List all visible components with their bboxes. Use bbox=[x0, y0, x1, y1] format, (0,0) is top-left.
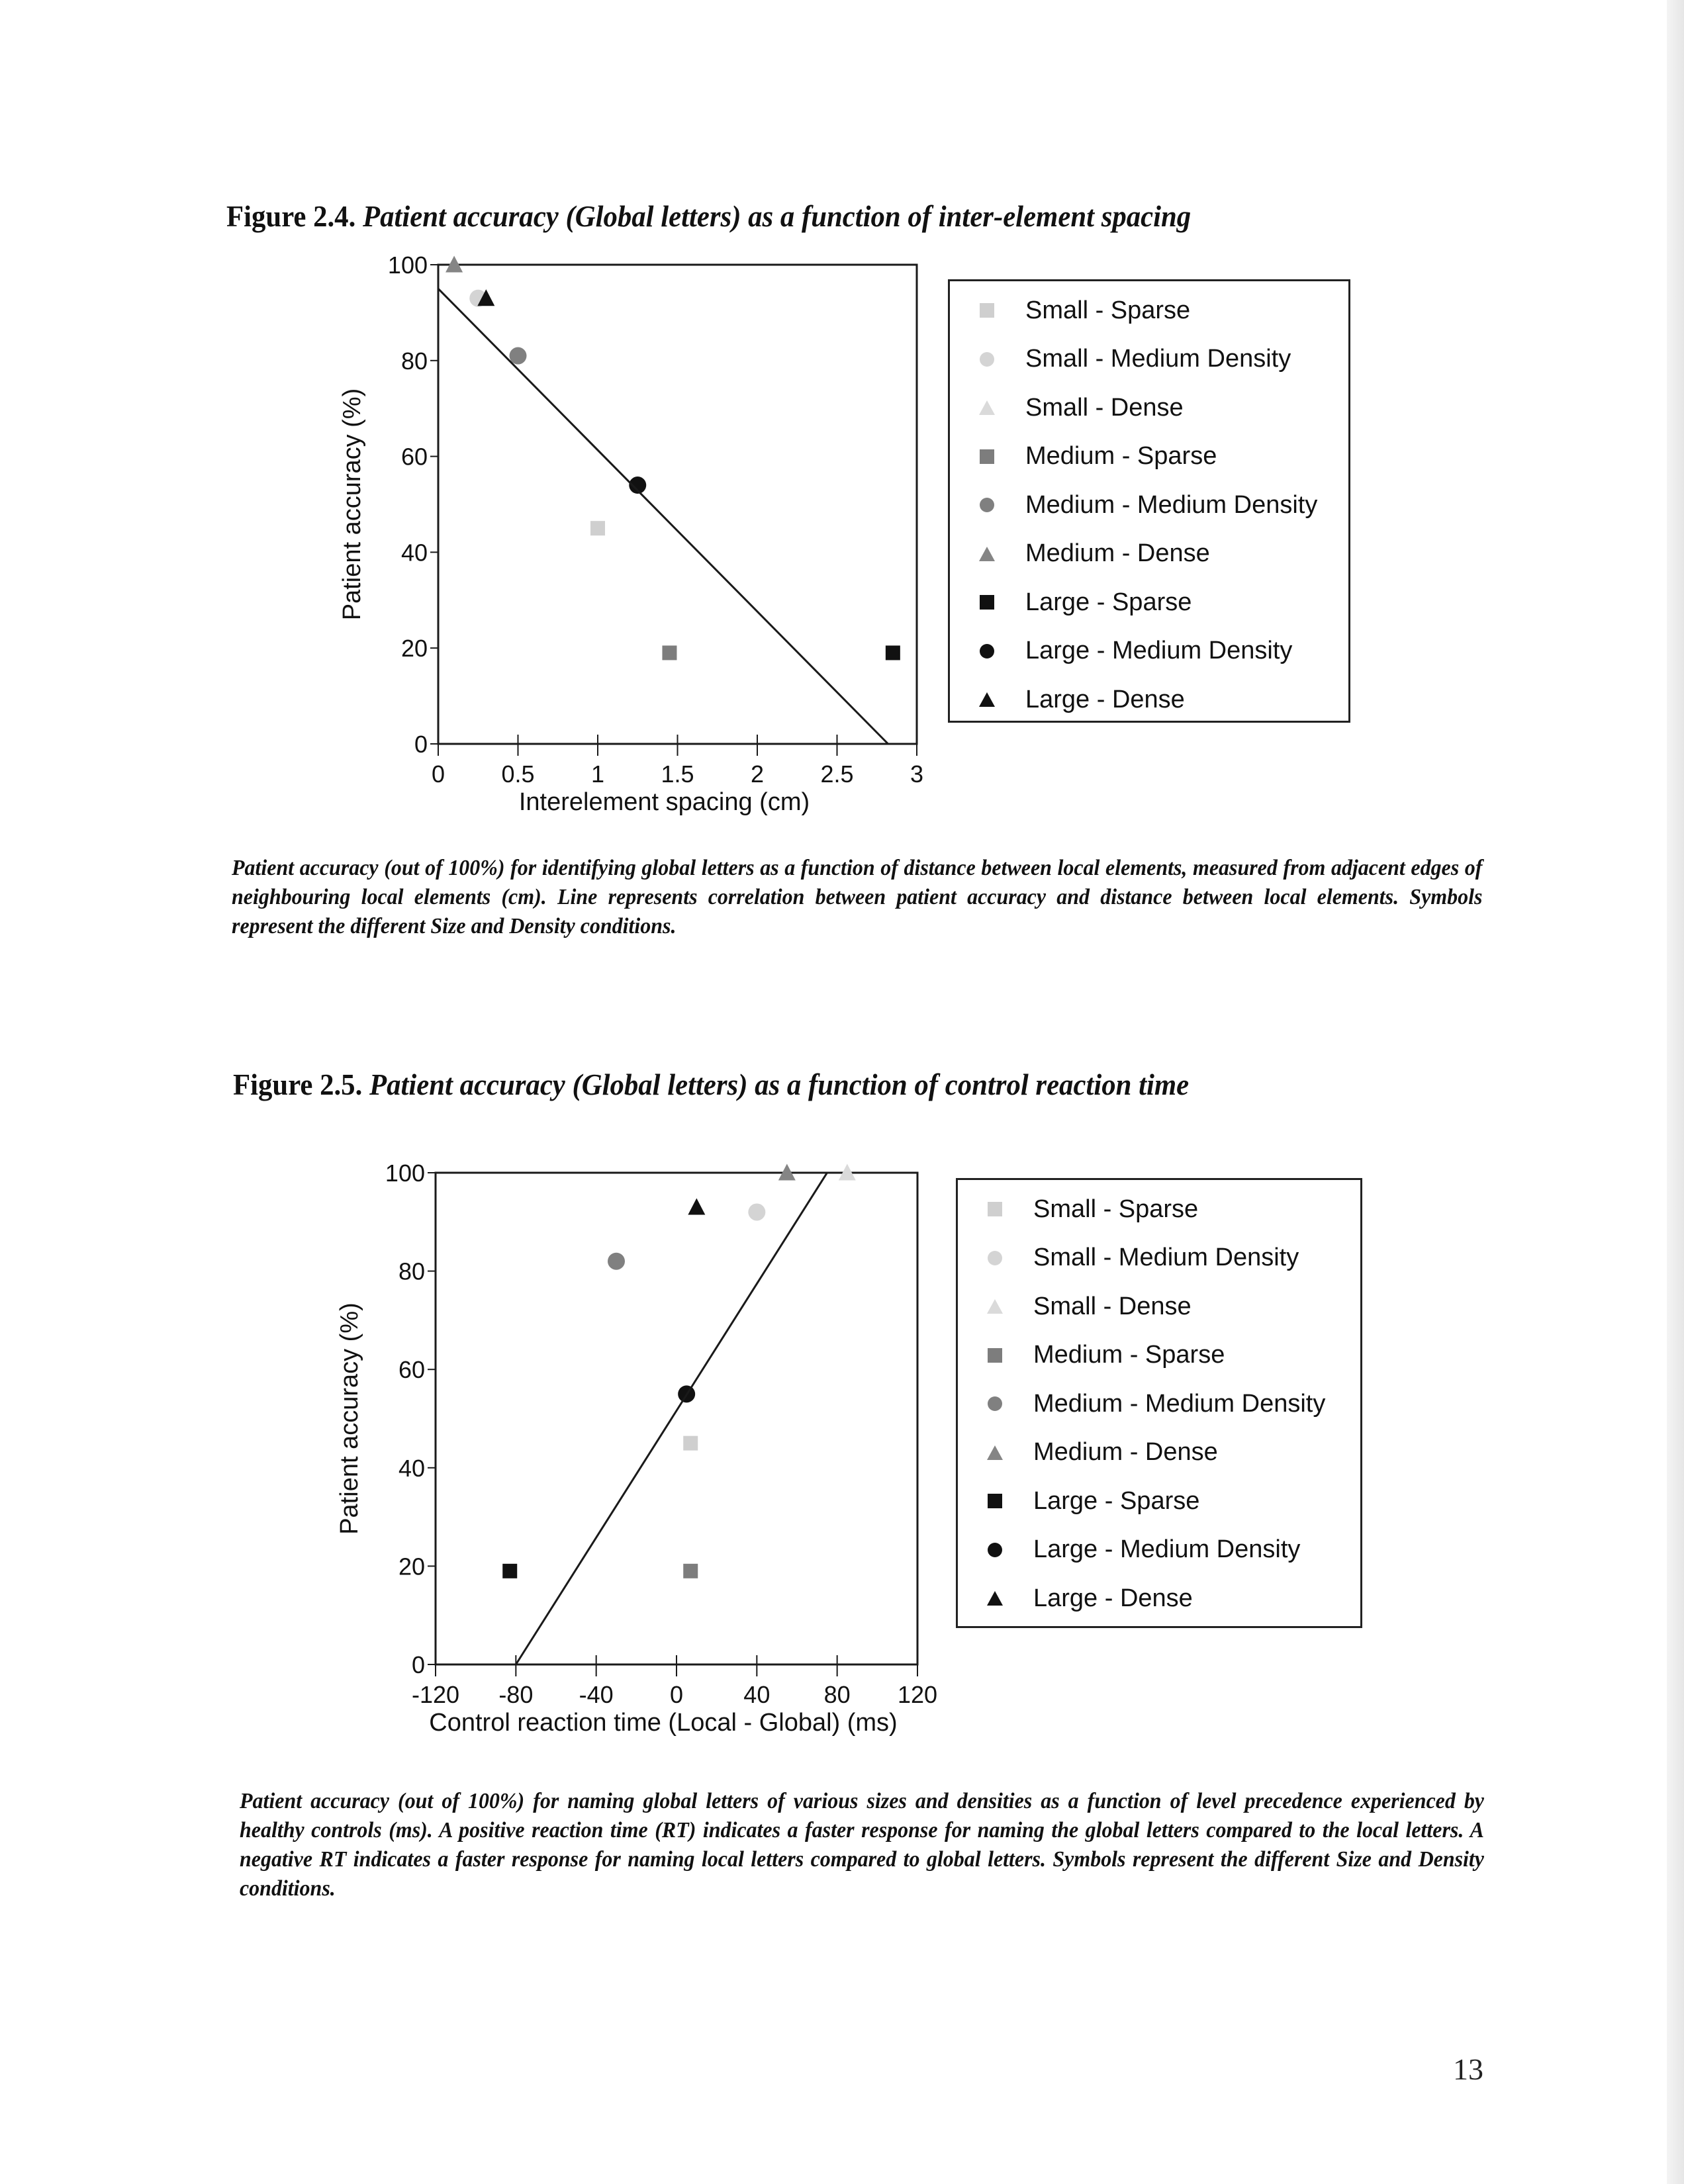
legend-circle-icon bbox=[967, 631, 1007, 671]
legend-item bbox=[958, 1578, 1193, 1618]
legend-square-icon bbox=[975, 1481, 1015, 1521]
data-point-large-dense bbox=[688, 1198, 705, 1214]
legend-label: Large - Medium Density bbox=[1025, 637, 1293, 664]
x-tick-label: 3 bbox=[910, 760, 924, 788]
y-tick-label: 0 bbox=[411, 1651, 425, 1678]
legend-label: Large - Medium Density bbox=[1033, 1535, 1301, 1563]
figure-2-chart bbox=[0, 0, 966, 1760]
legend-item bbox=[958, 1384, 1325, 1424]
y-tick-label: 80 bbox=[398, 1257, 425, 1285]
legend-triangle-icon bbox=[967, 534, 1007, 574]
figure-1-title-text: Patient accuracy (Global letters) as a function of inter-element spacing bbox=[362, 199, 1192, 233]
legend-label: Medium - Medium Density bbox=[1033, 1389, 1326, 1418]
x-tick-label: 40 bbox=[743, 1681, 771, 1708]
legend-label: Large - Dense bbox=[1025, 685, 1185, 713]
legend-square-icon bbox=[975, 1336, 1015, 1375]
page-number: 13 bbox=[1453, 2052, 1483, 2086]
legend-triangle-icon bbox=[975, 1433, 1015, 1473]
y-tick-label: 40 bbox=[398, 1454, 425, 1482]
legend-item bbox=[958, 1433, 1218, 1473]
figure-1-caption: Patient accuracy (out of 100%) for identifying global letters as a function of distance between local elements, measured from adjacent edges of neighbouring local elements (cm). Line represents correlation between patient accuracy and distance between local elements. Symbols represent the different Size and Density conditions. bbox=[232, 856, 1483, 938]
y-tick-label: 0 bbox=[414, 731, 428, 758]
legend-label: Small - Dense bbox=[1033, 1292, 1192, 1320]
y-axis-label: Patient accuracy (%) bbox=[338, 388, 366, 621]
legend-item bbox=[950, 291, 1190, 330]
data-point-medium-sparse bbox=[683, 1564, 698, 1578]
data-point-large-sparse bbox=[502, 1564, 517, 1578]
figure-2-caption: Patient accuracy (out of 100%) for naming global letters of various sizes and densities as a function of level precedence experienced by healthy controls (ms). A positive reaction time (RT) indicates a faster response for naming the global letters compared to the local letters. A negative RT indicates a faster response for naming local letters compared to global letters. Symbols represent the different Size and Density conditions. bbox=[240, 1789, 1484, 1901]
figure-1-legend bbox=[948, 279, 1350, 723]
y-axis-label: Patient accuracy (%) bbox=[336, 1302, 363, 1535]
legend-label: Large - Dense bbox=[1033, 1584, 1193, 1612]
legend-circle-icon bbox=[967, 340, 1007, 379]
legend-square-icon bbox=[967, 437, 1007, 477]
legend-circle-icon bbox=[975, 1384, 1015, 1424]
legend-item bbox=[950, 534, 1210, 574]
legend-item bbox=[958, 1336, 1225, 1375]
legend-triangle-icon bbox=[967, 388, 1007, 428]
legend-square-icon bbox=[967, 582, 1007, 622]
y-tick-label: 100 bbox=[385, 1160, 425, 1187]
x-axis-label: Control reaction time (Local - Global) (ms) bbox=[429, 1709, 898, 1737]
x-tick-label: 0 bbox=[669, 1681, 684, 1708]
data-point-small-sparse bbox=[683, 1436, 698, 1451]
x-tick-label: 0.5 bbox=[501, 760, 535, 788]
y-tick-label: 60 bbox=[398, 1356, 425, 1384]
figure-2-number: Figure 2.5. bbox=[233, 1068, 363, 1101]
legend-label: Medium - Dense bbox=[1033, 1438, 1218, 1466]
x-tick-label: 0 bbox=[431, 760, 445, 788]
figure-1-number: Figure 2.4. bbox=[226, 199, 356, 233]
y-tick-label: 40 bbox=[400, 539, 428, 567]
y-tick-label: 20 bbox=[400, 635, 428, 662]
legend-circle-icon bbox=[975, 1238, 1015, 1278]
legend-circle-icon bbox=[975, 1530, 1015, 1570]
legend-label: Large - Sparse bbox=[1033, 1486, 1200, 1515]
legend-item bbox=[950, 582, 1192, 622]
legend-label: Small - Dense bbox=[1025, 393, 1184, 422]
y-tick-label: 60 bbox=[400, 443, 428, 471]
legend-label: Medium - Dense bbox=[1025, 539, 1210, 567]
x-tick-label: 80 bbox=[823, 1681, 851, 1708]
legend-label: Medium - Medium Density bbox=[1025, 490, 1318, 519]
data-point-small-medium-density bbox=[748, 1203, 765, 1220]
legend-item bbox=[950, 680, 1185, 719]
trend-line bbox=[516, 1173, 827, 1664]
x-tick-label: -40 bbox=[579, 1681, 614, 1708]
y-tick-label: 100 bbox=[387, 251, 428, 279]
legend-label: Medium - Sparse bbox=[1025, 442, 1217, 470]
legend-label: Small - Sparse bbox=[1025, 296, 1191, 324]
legend-item bbox=[950, 485, 1317, 525]
figure-2-legend bbox=[956, 1178, 1362, 1628]
legend-item bbox=[958, 1481, 1199, 1521]
legend-item bbox=[950, 388, 1184, 428]
legend-label: Small - Medium Density bbox=[1033, 1244, 1299, 1271]
y-tick-label: 80 bbox=[400, 347, 428, 375]
legend-item bbox=[958, 1189, 1198, 1229]
legend-item bbox=[950, 631, 1292, 671]
legend-square-icon bbox=[967, 291, 1007, 330]
figure-2-plot bbox=[0, 0, 966, 1760]
legend-label: Large - Sparse bbox=[1025, 588, 1192, 616]
x-tick-label: 2.5 bbox=[820, 760, 854, 788]
legend-label: Medium - Sparse bbox=[1033, 1341, 1225, 1369]
x-tick-label: -120 bbox=[411, 1681, 460, 1708]
legend-square-icon bbox=[975, 1189, 1015, 1229]
legend-item bbox=[958, 1238, 1299, 1278]
legend-circle-icon bbox=[967, 485, 1007, 525]
x-tick-label: 2 bbox=[750, 760, 765, 788]
legend-item bbox=[950, 340, 1291, 379]
legend-triangle-icon bbox=[975, 1287, 1015, 1326]
x-tick-label: 120 bbox=[897, 1681, 938, 1708]
legend-label: Small - Medium Density bbox=[1025, 345, 1291, 373]
y-tick-label: 20 bbox=[398, 1553, 425, 1580]
figure-2-title-text: Patient accuracy (Global letters) as a function of control reaction time bbox=[369, 1068, 1190, 1101]
legend-label: Small - Sparse bbox=[1033, 1195, 1199, 1223]
x-tick-label: 1 bbox=[590, 760, 605, 788]
page-edge-shadow bbox=[1667, 0, 1684, 2184]
legend-item bbox=[950, 437, 1217, 477]
x-tick-label: 1.5 bbox=[661, 760, 694, 788]
legend-triangle-icon bbox=[967, 680, 1007, 719]
legend-triangle-icon bbox=[975, 1578, 1015, 1618]
data-point-medium-medium-density bbox=[608, 1253, 625, 1270]
x-axis-label: Interelement spacing (cm) bbox=[518, 788, 810, 816]
legend-item bbox=[958, 1530, 1300, 1570]
legend-item bbox=[958, 1287, 1192, 1326]
plot-frame bbox=[436, 1173, 917, 1664]
x-tick-label: -80 bbox=[498, 1681, 534, 1708]
